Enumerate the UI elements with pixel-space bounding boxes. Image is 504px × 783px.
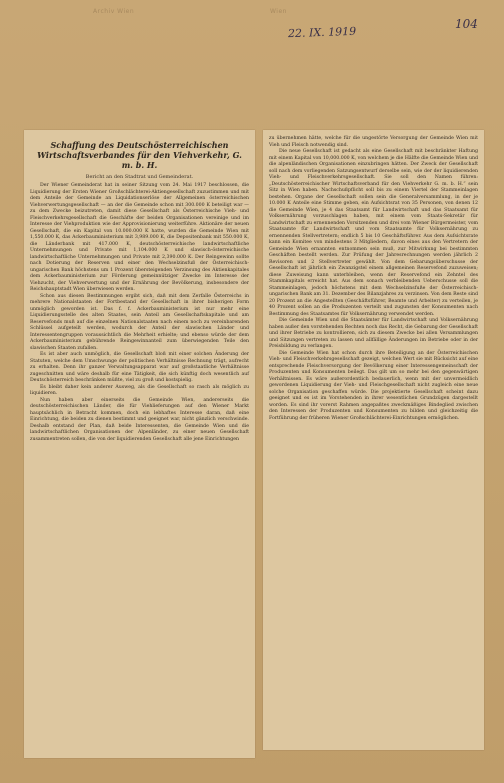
clipping-right-column <box>263 130 484 750</box>
article-paragraph: Nun haben aber einerseits die Gemeinde Wien, andererseits die deutschösterreichischen Länder, die für Viehlieferungen auf den Wiener Markt hauptsächlich in Betracht kommen, doch ein lebhaftes Interesse daran, daß eine Einrichtung, die beiden zu dienen bestimmt und geeignet war, nicht gänzlich verschwinde. Deshalb entstand der Plan, daß beide Interessenten, die Gemeinde Wien und die landwirtschaftlichen Organisationen der Alpenländer, zu einer neuen Gesellschaft zusammentreten sollen, die von der liquidierenden Gesellschaft alle jene Einrichtungen <box>30 397 249 442</box>
article-paragraph: zu übernehmen hätte, welche für die ungestörte Versorgung der Gemeinde Wien mit Vieh und Fleisch notwendig sind. <box>269 136 478 148</box>
handwritten-number: 104 <box>455 17 478 31</box>
handwritten-date: 22. IX. 1919 <box>287 24 357 41</box>
clipping-left-column <box>24 130 255 758</box>
article-title: Schaffung des Deutschösterreichischen Wirtschaftsverbandes für den Viehverkehr, G. m. b. H. <box>37 140 242 170</box>
article-paragraph: Die neue Gesellschaft ist gedacht als eine Gesellschaft mit beschränkter Haftung mit einem Kapital von 10,000.000 K, von welchem je die Hälfte die Gemeinde Wien und die alpenländischen Organisationen einzubringen hätten. Der Zweck der Gesellschaft soll nach dem vorliegenden Satzungsentwurf derselbe sein, wie der der liquidierenden Vieh- und Fleischverkehrsgesellschaft. Sie soll den Namen führen: „Deutschösterreichischer Wirtschaftsverband für den Viehverkehr G. m. b. H.“ sein Sitz in Wien haben. Nachschußpflicht soll bis zu einem Viertel der Stammeinlagen bestehen. Organe der Gesellschaft sollen sein die Generalversammlung, in der je 10.000 K Anteile eine Stimme geben, ein Aufsichtsrat von 35 Personen, von denen 12 die Gemeinde Wien, je 4 das Staatsamt für Landwirtschaft und das Staatsamt für Volksernährung vorzuschlagen haben, mit einem vom Staats-Sekretär für Landwirtschaft zu ernennenden Vorsitzenden und drei vom Wiener Bürgermeister, vom Staatsamte für Landwirtschaft und vom Staatsamte für Volksernährung zu ernennenden Stellvertretern; endlich 5 bis 10 Geschäftsführer. Aus dem Aufsichtsrate kann ein Komitee von mindestens 3 Mitgliedern, davon eines aus den Vertretern der Gemeinde Wien ernannten entnommen sein muß, zur Mitwirkung bei bestimmten Geschäften bestellt werden. Zur Prüfung der Jahresrechnungen werden jährlich 2 Revisoren und 2 Stellvertreter gewählt. Von dem Gebarungsüberschusse der Gesellschaft ist jährlich ein Zwanzigstel einem allgemeinen Reservefond zuzuweisen; diese Zuweisung kann unterbleiben, wenn der Reservefond ein Zehntel des Stammkapitals erreicht hat. Aus dem sonach verbleibenden Ueberschusse soll die Stammeinlagen, jedoch höchstens mit dem Wechselzinsfuße der Österreichisch-ungarischen Bank am 31. Dezember des Bilanzjahres zu verzinsen. Von dem Reste sind 20 Prozent an die Angestellten (Geschäftsführer, Beamte und Arbeiter) zu verteilen, je 40 Prozent sollen an die Produzenten verteilt und zugunsten der Konsumenten nach Bestimmung des Staatsamtes für Volksernährung verwendet werden. <box>269 149 478 317</box>
archive-stamp-left: Archiv Wien <box>93 8 135 15</box>
archive-stamp-center: Wien <box>270 8 287 15</box>
article-paragraph: Schon aus diesen Bestimmungen ergibt sich, daß mit dem Zerfalle Österreichs in mehrere Nationalstaaten der Fortbestand der Gesellschaft in ihrer bisherigen Form unmöglich geworden ist. Das f. f. Ackerbauministerium ist nur mehr eine Liquidierungsstelle des alten Staates, sein Anteil am Gesellschaftskapitale und am Reservefonds muß auf die einzelnen Nationalstaaten nach einem noch zu vereinbarenden Schlüssel aufgeteilt werden, wodurch der Anteil der slawischen Länder und Interessentengruppen voraussichtlich die Mehrheit erhielte; und ebenso würde der dem Ackerbauministerium gebührende Reingewinnanteil zum überwiegenden Teile den slawischen Staaten zufallen. <box>30 293 249 351</box>
archive-header <box>0 8 504 20</box>
article-paragraph: Der Wiener Gemeinderat hat in seiner Sitzung vom 24. Mai 1917 beschlossen, die Liquidierung der Ersten Wiener Großschlächterei-Aktiengesellschaft zuzustimmen und mit dem Anteile der Gemeinde an Liquidationserlöse der Allgemeinen österreichischen Viehverwertungsgesellschaft — an der die Gemeinde schon mit 300.000 K beteiligt war — zu dem Zwecke beizutreten, damit diese Gesellschaft als Österreichische Vieh- und Fleischverkehrsgesellschaft die Geschäfte der beiden Organisationen vereinige und im Interesse der Viehproduktion wie der Approvisionierung weiterführe. Aktionäre der neuen Gesellschaft, die ein Kapital von 10.000.000 K hatte, wurden die Gemeinde Wien mit 1,550.000 K, das Ackerbauministerium mit 3,989.000 K, die Depositenbank mit 550.000 K, die Länderbank mit 417.000 K, deutschösterreichische landwirtschaftliche Unternehmungen und Private mit 1,104.000 K und slawisch-österreichische landwirtschaftliche Unternehmungen und Private mit 2,390.000 K. Der Reingewinn sollte nach Dotierung der Reserven und einer den Wechselzinsfuß der Österreichisch-ungarischen Bank höchstens um 1 Prozent übersteigenden Verzinsung des Aktienkapitales dem Ackerbauministerium zur Förderung gemeinnütziger Zwecke im Interesse der Viehzucht, der Viehverwertung und der Ernährung der Bevölkerung, insbesondere der Reichshauptstadt Wien überwiesen werden. <box>30 183 249 292</box>
article-paragraph: Es ist aber auch unmöglich, die Gesellschaft bloß mit einer solchen Änderung der Statuten, welche dem Umschwunge der politischen Verhältnisse Rechnung trägt, aufrecht zu erhalten. Denn ihr ganzer Verwaltungsapparat war auf großstaatliche Verhältnisse zugeschnitten und wäre deshalb für eine Tätigkeit, die sich künftig doch wesentlich auf Deutschösterreich beschränken müßte, viel zu groß und kostspielig. <box>30 352 249 383</box>
article-paragraph: Es bleibt daher kein anderer Ausweg, als die Gesellschaft so rasch als möglich zu liquidieren. <box>30 384 249 396</box>
article-subtitle: Bericht an den Stadtrat und Gemeinderat. <box>85 174 194 180</box>
article-paragraph: Die Gemeinde Wien und die Staatsämter für Landwirtschaft und Volksernährung haben außer den vorstehenden Rechten noch das Recht, die Gebarung der Gesellschaft und ihrer Betriebe zu kontrollieren, sich zu diesem Zwecke bei allen Versammlungen und Sitzungen vertreten zu lassen und allfällige Änderungen im Betriebe oder in der Preisbildung zu verlangen. <box>269 318 478 349</box>
article-paragraph: Die Gemeinde Wien hat schon durch ihre Beteiligung an der Österreichischen Vieh- und Fleischverkehrsgesellschaft gezeigt, welchen Wert sie mit Rücksicht auf eine entsprechende Fleischversorgung der Bevölkerung einer Interessengemeinschaft der Produzenten und Konsumenten beilegt. Das gilt um so mehr bei den gegenwärtigen Verhältnissen. Es wäre außerordentlich bedauerlich, wenn mit der unvermeidlich gewordenen Liquidierung der Vieh- und Fleischgesellschaft nicht zugleich eine neue solche Organisation geschaffen würde. Die projektierte Gesellschaft scheint dazu geeignet und es ist im Vorstehenden in ihrer wesentlichen Grundzügen dargestellt worden. Es sind ihr vorerst Rahmen angepaßtes zweckmäßiges Bindeglied zwischen den Interessen der Produzenten und Konsumenten zu bilden und gleichzeitig die Fortführung der früheren Wiener Großschlächterei-Einrichtungen ermöglichen. <box>269 350 478 421</box>
